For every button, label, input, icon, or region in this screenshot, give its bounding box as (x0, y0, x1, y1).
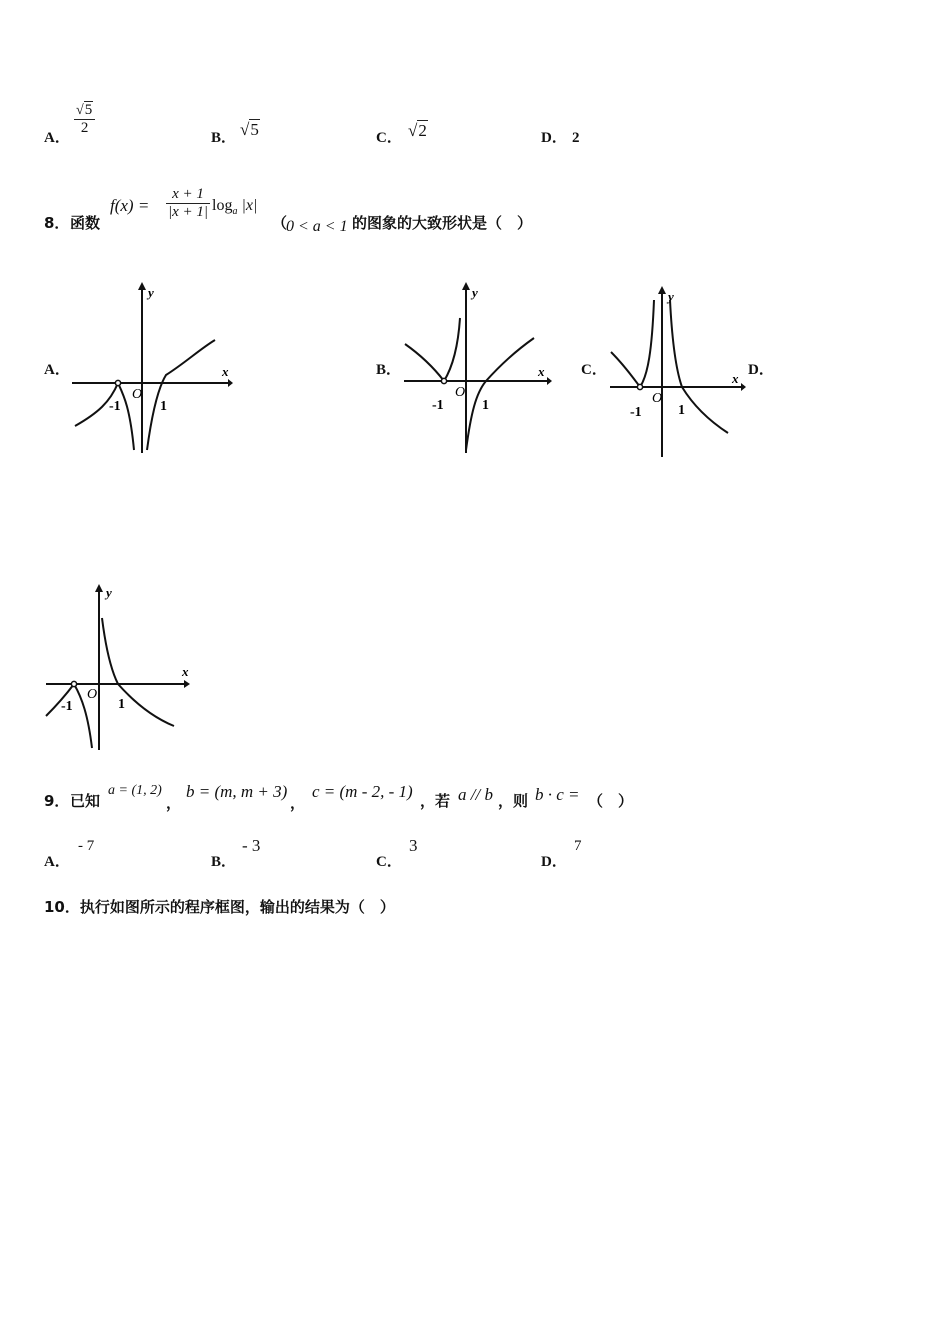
function-fraction (166, 186, 210, 221)
fraction-numerator: x + 1 (166, 186, 210, 204)
tick-one: 1 (118, 697, 125, 712)
log-argument: |x| (241, 197, 258, 214)
graph-a (70, 278, 235, 458)
vector-c: c = (m - 2, - 1) (312, 782, 413, 801)
curve-right (466, 338, 534, 450)
radicand: 5 (250, 120, 259, 139)
tick-one: 1 (160, 399, 167, 414)
q9-option-c-label[interactable]: C． (376, 854, 402, 870)
option-label: A． (44, 130, 70, 146)
log-word: log (212, 197, 233, 214)
x-label: x (732, 371, 739, 386)
option-label: D． (541, 130, 567, 146)
then-word: ，则 (498, 792, 529, 810)
y-label: y (148, 285, 154, 300)
stem-prefix: 已知 (70, 792, 101, 810)
tick-neg-one: -1 (630, 405, 642, 420)
y-label: y (472, 285, 478, 300)
q9-option-a-value: - 7 (78, 838, 95, 854)
tick-neg-one: -1 (109, 399, 121, 414)
dot-product: b · c = (535, 785, 580, 804)
tick-one: 1 (482, 398, 489, 413)
curve-left (611, 300, 654, 387)
q7-option-b[interactable] (211, 126, 236, 147)
separator: ， (290, 794, 306, 812)
separator: ， (166, 794, 182, 812)
log-expression (212, 197, 257, 217)
curve-left (75, 383, 134, 450)
curve-right (102, 618, 174, 726)
log-base: a (232, 206, 238, 218)
origin-label: O (87, 687, 98, 702)
open-point (637, 384, 642, 389)
q10-stem (44, 896, 395, 917)
open-point (115, 380, 120, 385)
curve-right (147, 340, 215, 450)
option-value: 2 (571, 130, 580, 146)
stem-suffix: 的图象的大致形状是（ ） (352, 214, 533, 232)
question-number: 8． (44, 214, 70, 232)
open-point (441, 378, 446, 383)
curve-left (46, 684, 92, 748)
q9-option-d-label[interactable]: D． (541, 854, 567, 870)
y-label: y (106, 585, 112, 600)
y-label: y (668, 289, 674, 304)
vector-b: b = (m, m + 3) (186, 782, 288, 801)
condition-word: ，若 (420, 792, 451, 810)
q7-option-a[interactable] (44, 126, 70, 147)
graph-d (44, 580, 199, 755)
x-label: x (182, 664, 189, 679)
origin-label: O (652, 391, 663, 406)
x-label: x (538, 364, 545, 379)
fraction-denominator: |x + 1| (168, 204, 209, 220)
q9-option-a-label[interactable]: A． (44, 854, 70, 870)
question-number: 10． (44, 898, 80, 916)
radicand: 2 (418, 121, 427, 140)
q8-option-d-label[interactable]: D． (748, 362, 774, 378)
q9-option-c-value: 3 (409, 836, 418, 855)
q7-option-a-value: $\frac{√5}{2}$ (74, 102, 95, 137)
open-point (71, 681, 76, 686)
q9-option-d-value: 7 (574, 838, 582, 854)
q8-option-c-label[interactable]: C． (581, 362, 607, 378)
q7-option-c[interactable] (376, 126, 402, 147)
option-label: B． (211, 130, 237, 146)
denominator: 2 (80, 120, 89, 136)
q7-option-d[interactable] (541, 126, 579, 147)
x-label: x (222, 364, 229, 379)
parameter-condition: 0 < a < 1 (286, 218, 348, 235)
function-lhs: f(x) = (110, 196, 150, 215)
tick-neg-one: -1 (432, 398, 444, 413)
question-text: 执行如图所示的程序框图，输出的结果为（ ） (79, 898, 395, 916)
option-label: C． (376, 130, 402, 146)
question-number: 9． (44, 792, 70, 810)
graph-c (608, 280, 748, 460)
tick-one: 1 (678, 403, 685, 418)
stem-prefix: 函数 (70, 214, 101, 232)
q9-option-b-value: - 3 (242, 836, 261, 855)
q7-option-c-value: √2 (408, 121, 427, 140)
origin-label: O (455, 385, 466, 400)
parallel-condition: a // b (458, 785, 493, 804)
q8-option-b-label[interactable]: B． (376, 362, 402, 378)
q8-option-a-label[interactable]: A． (44, 362, 70, 378)
q7-option-b-value: √5 (240, 120, 259, 139)
curve-left (405, 318, 460, 381)
q9-option-b-label[interactable]: B． (211, 854, 237, 870)
vector-a: a = (1, 2) (108, 783, 162, 798)
radicand: 5 (84, 102, 93, 118)
answer-blank: （ ） (588, 792, 634, 810)
tick-neg-one: -1 (61, 699, 73, 714)
graph-b (402, 278, 552, 458)
origin-label: O (132, 387, 143, 402)
